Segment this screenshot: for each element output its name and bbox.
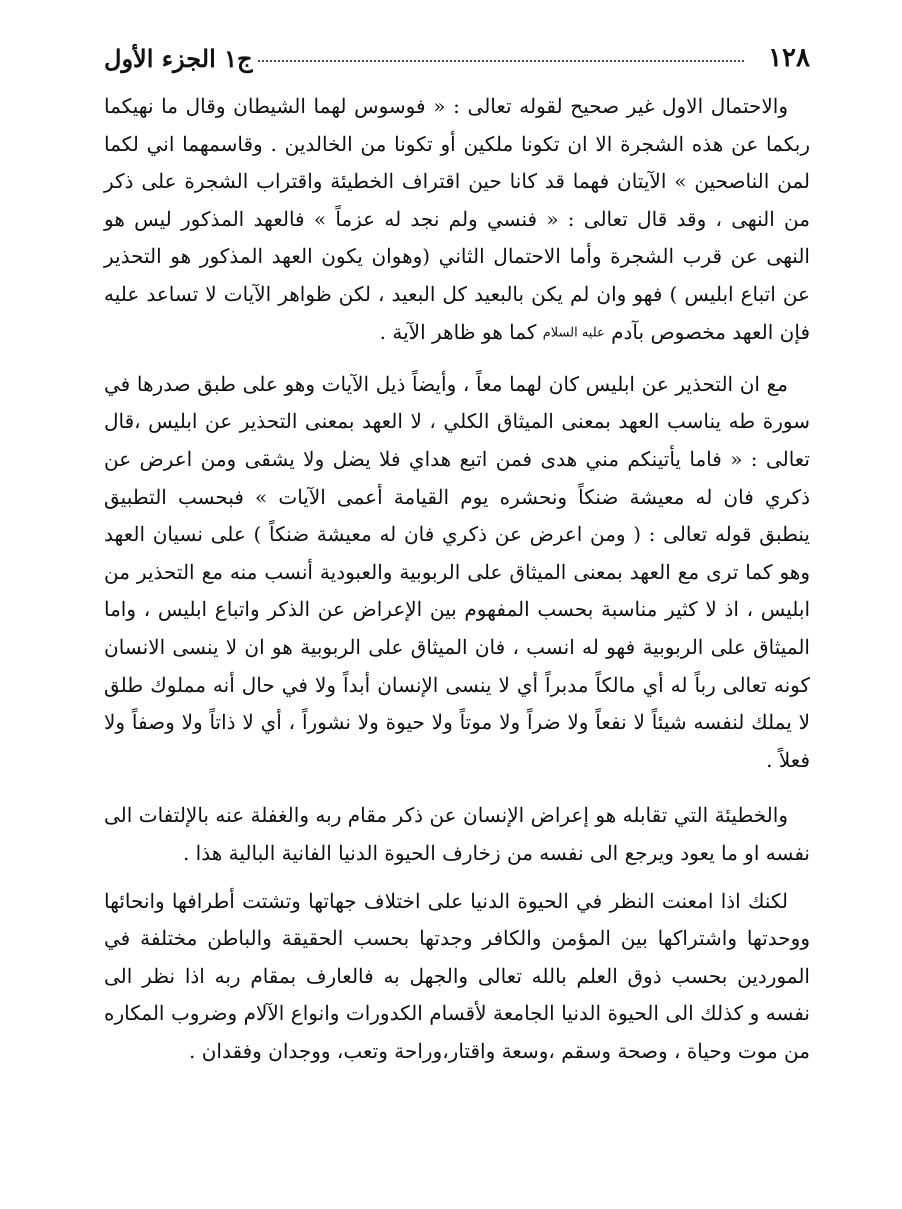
paragraph-3: والخطيئة التي تقابله هو إعراض الإنسان عن ذكر مقام ربه والغفلة عنه بالإلتفات الى نفسه او ما يعود ويرجع الى نفسه من زخارف الحيوة الدنيا الفانية البالية هذا . [104,803,810,865]
paragraph-2: مع ان التحذير عن ابليس كان لهما معاً ، وأيضاً ذيل الآيات وهو على طبق صدرها في سورة طه يناسب العهد بمعنى الميثاق الكلي ، لا العهد بمعنى التحذير عن ابليس ،قال تعالى : « فاما يأتينكم مني هدى فمن اتبع هداي فلا يضل ولا يشقى ومن اعرض عن ذكري فان له معيشة ضنكاً ونحشره يوم القيامة أعمى الآيات » فبحسب التطبيق ينطبق قوله تعالى : ( ومن اعرض عن ذكري فان له معيشة ضنكاً ) على نسيان العهد وهو كما ترى مع العهد بمعنى الميثاق على الربوبية والعبودية أنسب منه مع التحذير من ابليس ، اذ لا كثير مناسبة بحسب المفهوم بين الإعراض عن الذكر واتباع ابليس ، واما الميثاق على الربوبية فهو له انسب ، فان الميثاق على الربوبية هو ان لا ينسى الانسان كونه تعالى رباً له أي مالكاً مدبراً أي لا ينسى الإنسان أبداً ولا في حال أنه مملوك طلق لا يملك لنفسه شيئاً لا نفعاً ولا ضراً ولا موتاً ولا حيوة ولا نشوراً ، أي لا ذاتاً ولا وصفاً ولا فعلاً . [104,371,810,772]
paragraph-1 [104,88,810,352]
paragraph-1-tail: كما هو ظاهر الآية . [379,319,537,344]
page-header [104,38,810,78]
honorific-seal: عليه السلام [542,325,605,341]
running-title: ج١ الجزء الأول [104,43,253,73]
header-dotted-leader [258,60,744,62]
paragraph-4: لكنك اذا امعنت النظر في الحيوة الدنيا على اختلاف جهاتها وتشتت أطرافها وانحائها ووحدتها واشتراكها بين المؤمن والكافر وجدتها بحسب الحقيقة والباطن مختلفة في الموردين بحسب ذوق العلم بالله تعالى والجهل به فالعارف بمقام ربه اذا نظر الى نفسه و كذلك الى الحيوة الدنيا الجامعة لأقسام الكدورات وانواع الآلام وضروب المكاره من موت وحياة ، وصحة وسقم ،وسعة واقتار،وراحة وتعب، ووجدان وفقدان . [104,888,810,1063]
page-number: ١٢٨ [768,43,810,73]
paragraph-1-text: والاحتمال الاول غير صحيح لقوله تعالى : « فوسوس لهما الشيطان وقال ما نهيكما ربكما عن هذه الشجرة الا ان تكونا ملكين أو تكونا من الخالدين . وقاسمهما اني لكما لمن الناصحين » الآيتان فهما قد كانا حين اقتراف الخطيئة واقتراب الشجرة على ذكر من النهى ، وقد قال تعالى : « فنسي ولم نجد له عزماً » فالعهد المذكور ليس هو النهى عن قرب الشجرة وأما الاحتمال الثاني (وهوان يكون العهد المذكور هو التحذير عن اتباع ابليس ) فهو وان لم يكن بالبعيد كل البعيد ، لكن ظواهر الآيات لا تساعد عليه فإن العهد مخصوص بآدم [104,94,810,344]
